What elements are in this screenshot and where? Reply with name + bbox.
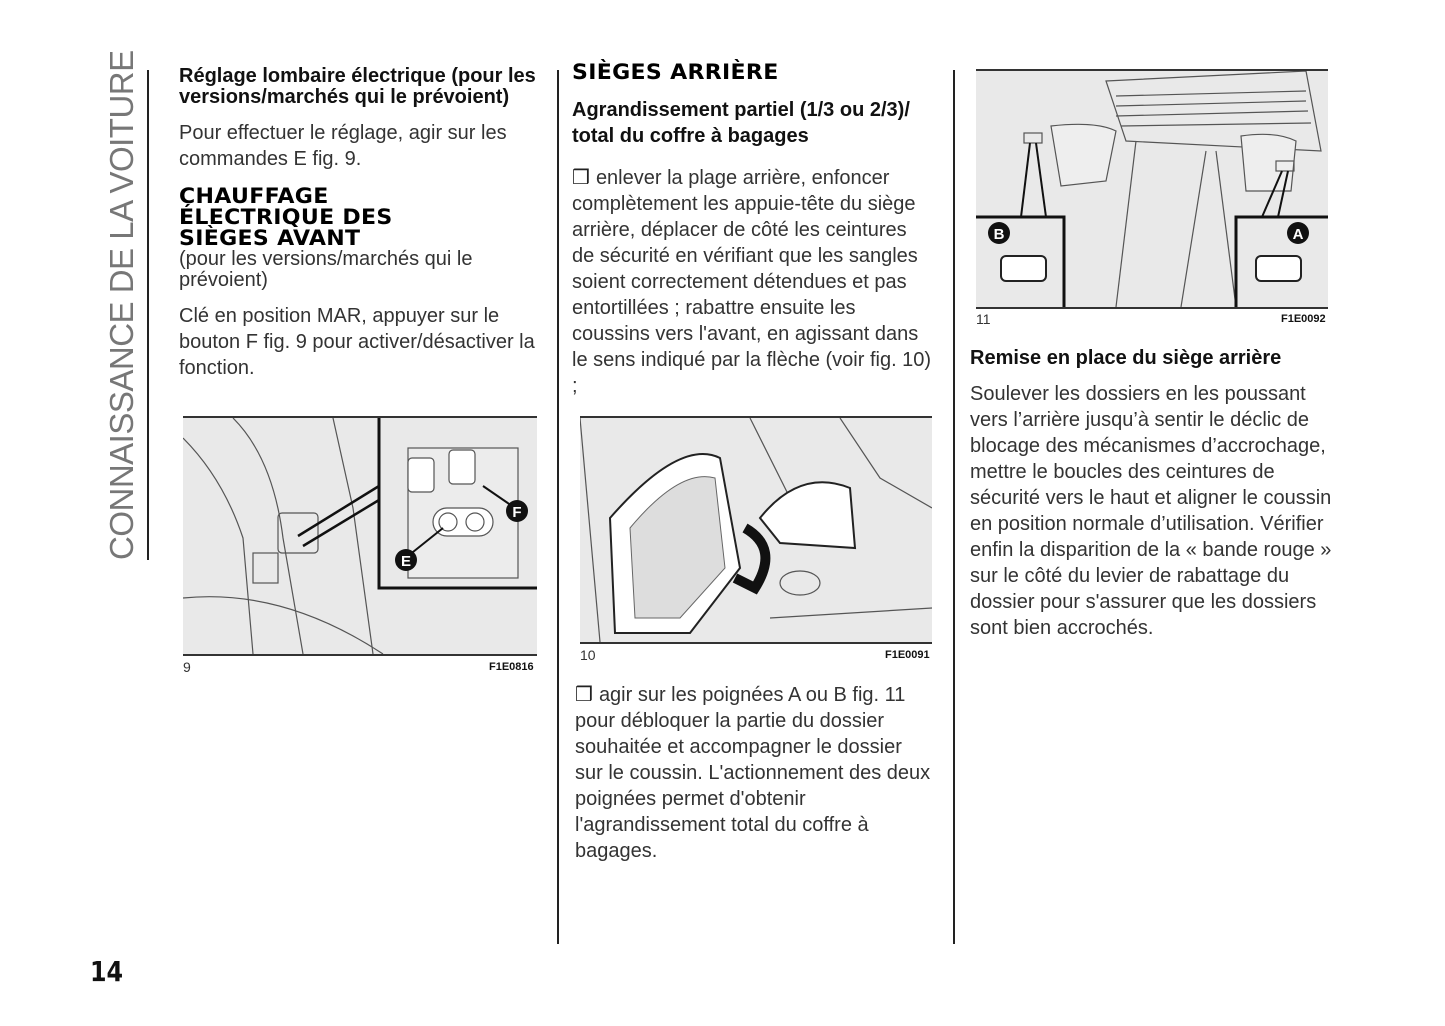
- figure-number: 11: [976, 311, 991, 327]
- figure-9: [183, 416, 537, 656]
- label-e: E: [400, 553, 412, 570]
- label-f: F: [512, 504, 522, 521]
- column-2: [572, 62, 934, 399]
- figure-code: F1E0092: [1281, 313, 1326, 325]
- bullet-text: agir sur les poignées A ou B fig. 11 pour débloquer la partie du dossier souhaitée et accompagner le dossier sur le coussin. L'actionnement des deux poignées permet d'obtenir l'agrandissement total du coffre à bagages.: [575, 684, 931, 862]
- heading-heating: CHAUFFAGE ÉLECTRIQUE DES SIÈGES AVANT: [179, 184, 393, 250]
- figure-11: [976, 69, 1328, 309]
- figure-number: 9: [183, 659, 191, 675]
- heading-reset-seat: Remise en place du siège arrière: [970, 347, 1282, 369]
- side-divider: [147, 70, 149, 560]
- label-b: B: [993, 226, 1005, 243]
- paragraph-heating: Clé en position MAR, appuyer sur le bouton F fig. 9 pour activer/désactiver la fonction.: [179, 305, 535, 379]
- bullet-text: enlever la plage arrière, enfoncer complètement les appuie-tête du siège arrière, déplacer de côté les ceintures de sécurité en vérifiant que les sangles soient correctement détendues et pas entortillées ; rabattre ensuite les coussins vers l'avant, en agissant dans le sens indiqué par la flèche (voir fig. 10) ;: [572, 167, 932, 397]
- checkbox-bullet-icon: ❒: [572, 167, 590, 189]
- figure-code: F1E0091: [885, 649, 930, 661]
- column-divider: [953, 70, 955, 944]
- figure-code: F1E0816: [489, 661, 534, 673]
- seat-controls-illustration: [183, 418, 537, 654]
- bullet-paragraph-2: [575, 682, 935, 864]
- column-1: [179, 66, 539, 381]
- heading-heating-sub: (pour les versions/marchés qui le prévoient): [179, 248, 473, 291]
- column-3: [970, 348, 1332, 641]
- label-a: A: [1292, 226, 1304, 243]
- figure-10: [580, 416, 932, 644]
- paragraph-lumbar: Pour effectuer le réglage, agir sur les commandes E fig. 9.: [179, 122, 507, 170]
- column-divider: [557, 70, 559, 944]
- bullet-paragraph-1: [572, 165, 934, 399]
- column-2-lower: [575, 682, 935, 864]
- checkbox-bullet-icon: ❒: [575, 684, 593, 706]
- heading-lumbar: Réglage lombaire électrique (pour les versions/marchés qui le prévoient): [179, 65, 536, 108]
- heading-enlargement: Agrandissement partiel (1/3 ou 2/3)/ total du coffre à bagages: [572, 99, 910, 147]
- figure-number: 10: [580, 647, 596, 663]
- rear-seat-handles-illustration: [976, 71, 1328, 307]
- paragraph-reset-seat: Soulever les dossiers en les poussant vers l’arrière jusqu’à sentir le déclic de blocage des mécanismes d’accrochage, mettre le boucles des ceintures de sécurité vers le haut et aligner le coussin en position normale d’utilisation. Vérifier enfin la disparition de la « bande rouge » sur le côté du levier de rabattage du dossier pour s'assurer que les dossiers sont bien accrochés.: [970, 383, 1332, 639]
- section-side-title: CONNAISSANCE DE LA VOITURE: [103, 50, 140, 560]
- page-number: 14: [90, 955, 124, 988]
- heading-rear-seats: SIÈGES ARRIÈRE: [572, 60, 779, 84]
- rear-seat-folding-illustration: [580, 418, 932, 642]
